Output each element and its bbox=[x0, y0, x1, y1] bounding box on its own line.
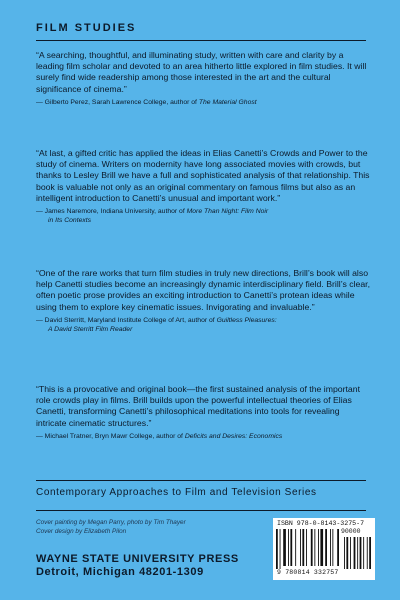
barcode-addon-bar bbox=[360, 537, 362, 569]
blurb-quote: “One of the rare works that turn film studies in truly new directions, Brill’s book will also help Canetti studies become an increasingly dynamic interdisciplinary field. Brill’s clear, often poetic prose provides an exciting introduction to Canetti’s protean ideas while using them to explore key cinematic issues. Invigorating and invaluable.” bbox=[36, 268, 370, 312]
barcode-bar bbox=[325, 529, 327, 566]
attribution-source: — David Sterritt, Maryland Institute College of Art, author of bbox=[36, 316, 217, 324]
blurb-1 bbox=[36, 50, 371, 107]
barcode-bar bbox=[302, 529, 304, 566]
series-label: Contemporary Approaches to Film and Television Series bbox=[36, 487, 317, 498]
barcode-addon-bar bbox=[344, 537, 345, 569]
attribution-book-title: The Material Ghost bbox=[198, 98, 257, 106]
barcode-bar bbox=[311, 529, 313, 566]
attribution-book-title: Deficits and Desires: Economics bbox=[184, 432, 283, 440]
attribution-source: — Gilberto Perez, Sarah Lawrence College, author of bbox=[36, 98, 199, 106]
barcode-addon-bar bbox=[369, 537, 371, 569]
blurb-quote: “A searching, thoughtful, and illuminating study, written with care and clarity by a leading film scholar and devoted to an area hitherto little explored in film studies. It will surely find wide readership among those interested in the art and the cultural significance of cinema.” bbox=[36, 50, 367, 94]
barcode-bar bbox=[337, 529, 339, 566]
barcode-addon-bar bbox=[363, 537, 364, 569]
barcode bbox=[273, 518, 375, 580]
barcode-bar bbox=[306, 529, 307, 566]
attribution-book-title: More Than Night: Film Noir bbox=[186, 208, 269, 216]
series-rule-top bbox=[36, 480, 366, 481]
addon-digits: 90000 bbox=[341, 528, 361, 535]
attribution-source: — James Naremore, Indiana University, author of bbox=[36, 208, 187, 216]
blurb-attribution bbox=[36, 98, 371, 107]
ean-digits: 9 780814 332757 bbox=[277, 569, 339, 576]
barcode-bar bbox=[290, 529, 292, 566]
barcode-bar bbox=[300, 529, 301, 566]
blurb-attribution bbox=[36, 316, 371, 334]
barcode-bar bbox=[318, 529, 319, 566]
category-label: FILM STUDIES bbox=[36, 22, 137, 34]
isbn-text: ISBN 978-0-8143-3275-7 bbox=[277, 520, 365, 527]
attribution-source: — Michael Tratner, Bryn Mawr College, author of bbox=[36, 432, 185, 440]
cover-credits bbox=[36, 518, 186, 536]
barcode-addon-bar bbox=[346, 537, 348, 569]
barcode-addon-bar bbox=[354, 537, 356, 569]
blurb-3 bbox=[36, 268, 371, 334]
publisher-block bbox=[36, 553, 239, 579]
barcode-bar bbox=[320, 529, 323, 566]
blurb-quote: “At last, a gifted critic has applied the ideas in Elias Canetti’s Crowds and Power to the study of cinema. Writers on modernity have long associated movies with crowds, but thanks to Lesley Brill we have a full and sophisticated analysis of that relationship. This book is valuable not only as an original commentary on famous films but also as an intelligent introduction to Canetti’s unusual and important work.” bbox=[36, 148, 370, 203]
barcode-bar bbox=[332, 529, 333, 566]
blurb-attribution bbox=[36, 432, 371, 441]
barcode-bar bbox=[288, 529, 289, 566]
cover-painting-credit: Cover painting by Megan Parry, photo by Tim Thayer bbox=[36, 519, 186, 526]
cover-design-credit: Cover design by Elizabeth Pilon bbox=[36, 528, 127, 535]
top-rule bbox=[36, 40, 366, 41]
barcode-bar bbox=[280, 529, 281, 569]
barcode-bar bbox=[314, 529, 315, 566]
blurb-4 bbox=[36, 384, 371, 441]
barcode-bar bbox=[295, 529, 296, 566]
barcode-bar bbox=[330, 529, 331, 566]
barcode-addon-bar bbox=[357, 537, 358, 569]
attribution-book-title: Guiltless Pleasures: bbox=[216, 316, 277, 324]
barcode-bar bbox=[283, 529, 286, 566]
blurb-quote: “This is a provocative and original book—the first sustained analysis of the important role crowds play in films. Brill builds upon the powerful intellectual theories of Elias Canetti, transforming Canetti’s philosophical meditations into tools for revealing intricate cinematic structures.” bbox=[36, 384, 361, 428]
attribution-book-title-cont: in Its Contexts bbox=[48, 217, 92, 225]
publisher-address: Detroit, Michigan 48201-1309 bbox=[36, 566, 204, 578]
series-rule-bottom bbox=[36, 510, 366, 511]
barcode-bar bbox=[276, 529, 278, 569]
barcode-bars bbox=[276, 529, 372, 569]
attribution-book-title-cont: A David Sterritt Film Reader bbox=[48, 325, 133, 333]
publisher-name: WAYNE STATE UNIVERSITY PRESS bbox=[36, 553, 239, 565]
barcode-addon-bar bbox=[367, 537, 368, 569]
blurb-attribution bbox=[36, 207, 371, 225]
barcode-addon-bar bbox=[350, 537, 351, 569]
blurb-2 bbox=[36, 148, 371, 225]
